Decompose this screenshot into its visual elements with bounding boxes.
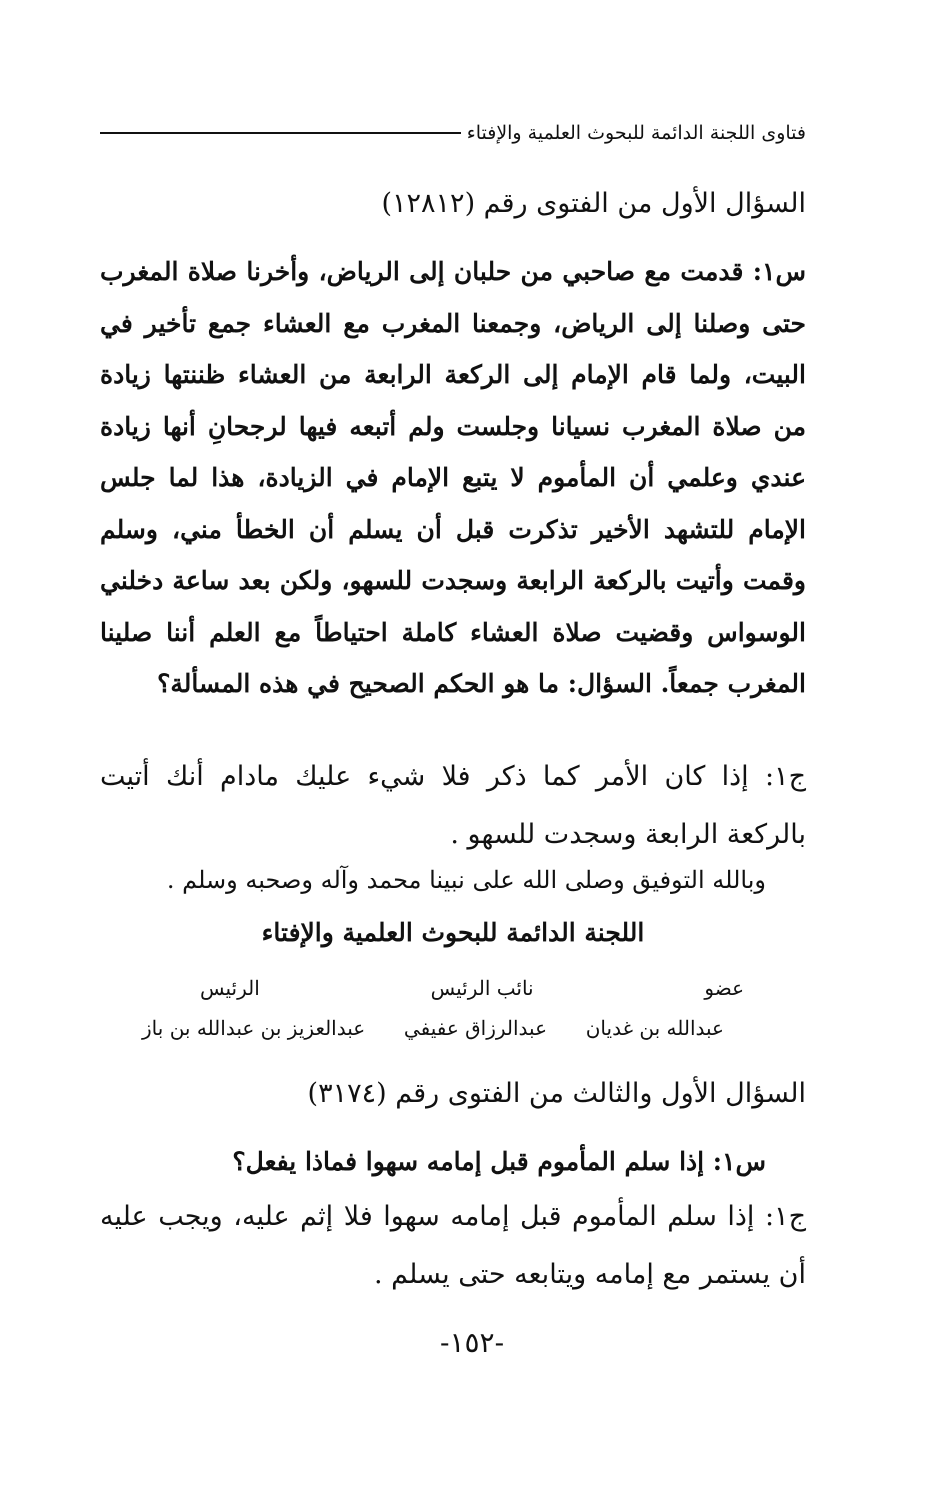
signatory-name: عبدالرزاق عفيفي (403, 1016, 548, 1040)
signatory-names (142, 1016, 724, 1040)
fatwa-2-title: السؤال الأول والثالث من الفتوى رقم (٣١٧٤) (307, 1078, 806, 1109)
fatwa-2-answer: ج١: إذا سلم المأموم قبل إمامه سهوا فلا إثم عليه، ويجب عليه أن يستمر مع إمامه ويتابعه حتى يسلم . (100, 1201, 806, 1290)
running-header (100, 118, 806, 148)
header-rule (100, 132, 461, 134)
signatory-role: عضو (704, 976, 744, 1000)
page-number: -١٥٢- (439, 1326, 505, 1359)
signatory-role: الرئيس (200, 976, 260, 1000)
fatwa-1-closing: وبالله التوفيق وصلى الله على نبينا محمد وآله وصحبه وسلم . (166, 866, 766, 894)
fatwa-1-question: س١: قدمت مع صاحبي من حلبان إلى الرياض، وأخرنا صلاة المغرب حتى وصلنا إلى الرياض، وجمعنا المغرب مع العشاء جمع تأخير في البيت، ولما قام الإمام إلى الركعة الرابعة من العشاء ظننتها زيادة من صلاة المغرب نسيانا وجلست ولم أتبعه فيها لرجحانِ أنها زيادة عندي وعلمي أن المأموم لا يتبع الإمام في الزيادة، هذا لما جلس الإمام للتشهد الأخير تذكرت قبل أن يسلم أن الخطأ مني، وسلم وقمت وأتيت بالركعة الرابعة وسجدت للسهو، ولكن بعد ساعة دخلني الوسواس وقضيت صلاة العشاء كاملة احتياطاً مع العلم أننا صلينا المغرب جمعاً. السؤال: ما هو الحكم الصحيح في هذه المسألة؟ (100, 257, 806, 698)
committee-name: اللجنة الدائمة للبحوث العلمية والإفتاء (261, 918, 645, 947)
signatory-role: نائب الرئيس (430, 976, 534, 1000)
fatwa-1-answer: ج١: إذا كان الأمر كما ذكر فلا شيء عليك مادام أنك أتيت بالركعة الرابعة وسجدت للسهو . (100, 761, 806, 850)
fatwa-1-title: السؤال الأول من الفتوى رقم (١٢٨١٢) (381, 188, 806, 219)
signatory-name: عبدالعزيز بن عبدالله بن باز (142, 1016, 366, 1040)
running-header-title: فتاوى اللجنة الدائمة للبحوث العلمية والإفتاء (466, 122, 806, 144)
signatory-name: عبدالله بن غديان (585, 1016, 724, 1040)
fatwa-2-question: س١: إذا سلم المأموم قبل إمامه سهوا فماذا يفعل؟ (232, 1147, 766, 1176)
signatory-roles (200, 976, 744, 1000)
